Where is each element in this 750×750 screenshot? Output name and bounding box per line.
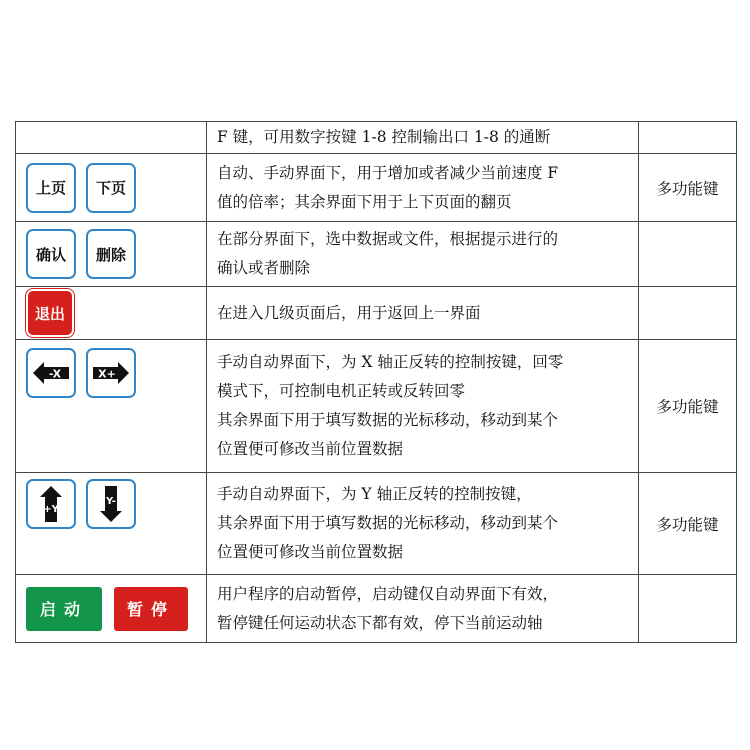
key-cell xyxy=(16,340,207,473)
description-line: 位置便可修改当前位置数据 xyxy=(217,543,404,561)
key-cell xyxy=(16,473,207,575)
note-cell xyxy=(639,222,737,287)
key-function-table xyxy=(15,121,737,643)
description-line: 位置便可修改当前位置数据 xyxy=(217,440,404,458)
description-line: 其余界面下用于填写数据的光标移动，移动到某个 xyxy=(217,514,559,532)
key-cell xyxy=(16,222,207,287)
description-line: 其余界面下用于填写数据的光标移动，移动到某个 xyxy=(217,411,559,429)
page-up-key: 上页 xyxy=(26,163,76,213)
pause-key: 暂停 xyxy=(114,587,188,631)
exit-key: 退出 xyxy=(26,289,74,337)
description-line: F 键，可用数字按键 1-8 控制输出口 1-8 的通断 xyxy=(217,128,551,146)
x-minus-key xyxy=(26,348,76,398)
arrow-down-y-minus-icon xyxy=(99,485,123,523)
description-line: 用户程序的启动暂停，启动键仅自动界面下有效， xyxy=(217,584,559,603)
x-plus-key xyxy=(86,348,136,398)
confirm-key: 确认 xyxy=(26,229,76,279)
description-line: 暂停键任何运动状态下都有效，停下当前运动轴 xyxy=(217,613,543,632)
table-row xyxy=(16,340,737,473)
description-cell xyxy=(207,122,639,154)
description-line: 手动自动界面下，为 X 轴正反转的控制按键，回零 xyxy=(217,353,564,371)
description-line: 值的倍率；其余界面下用于上下页面的翻页 xyxy=(217,192,512,211)
note-cell xyxy=(639,122,737,154)
start-key: 启动 xyxy=(26,587,102,631)
svg-text:-X: -X xyxy=(48,367,62,381)
description-cell xyxy=(207,340,639,473)
description-line: 在部分界面下，选中数据或文件，根据提示进行的 xyxy=(217,230,559,248)
description-line: 在进入几级页面后，用于返回上一界面 xyxy=(217,303,481,322)
note-cell: 多功能键 xyxy=(639,154,737,222)
y-plus-key xyxy=(26,479,76,529)
description-cell xyxy=(207,575,639,643)
description-line: 手动自动界面下，为 Y 轴正反转的控制按键， xyxy=(217,485,532,503)
table-row xyxy=(16,122,737,154)
description-line: 确认或者删除 xyxy=(217,259,311,277)
key-cell xyxy=(16,287,207,340)
arrow-left-x-minus-icon xyxy=(32,361,70,385)
description-line: 模式下，可控制电机正转或反转回零 xyxy=(217,382,466,400)
table-row xyxy=(16,473,737,575)
description-cell xyxy=(207,287,639,340)
description-cell xyxy=(207,154,639,222)
svg-text:+Y: +Y xyxy=(43,504,59,515)
table-row xyxy=(16,287,737,340)
note-cell: 多功能键 xyxy=(639,340,737,473)
note-cell xyxy=(639,575,737,643)
description-cell xyxy=(207,473,639,575)
page-down-key: 下页 xyxy=(86,163,136,213)
arrow-up-y-plus-icon xyxy=(39,485,63,523)
description-line: 自动、手动界面下，用于增加或者减少当前速度 F xyxy=(217,163,559,182)
key-cell xyxy=(16,575,207,643)
key-cell xyxy=(16,154,207,222)
note-cell: 多功能键 xyxy=(639,473,737,575)
table-row xyxy=(16,154,737,222)
svg-text:X+: X+ xyxy=(98,367,116,381)
description-cell xyxy=(207,222,639,287)
table-row xyxy=(16,222,737,287)
svg-text:Y-: Y- xyxy=(106,496,116,507)
key-cell xyxy=(16,122,207,154)
table-row xyxy=(16,575,737,643)
note-cell xyxy=(639,287,737,340)
y-minus-key xyxy=(86,479,136,529)
delete-key: 删除 xyxy=(86,229,136,279)
arrow-right-x-plus-icon xyxy=(92,361,130,385)
